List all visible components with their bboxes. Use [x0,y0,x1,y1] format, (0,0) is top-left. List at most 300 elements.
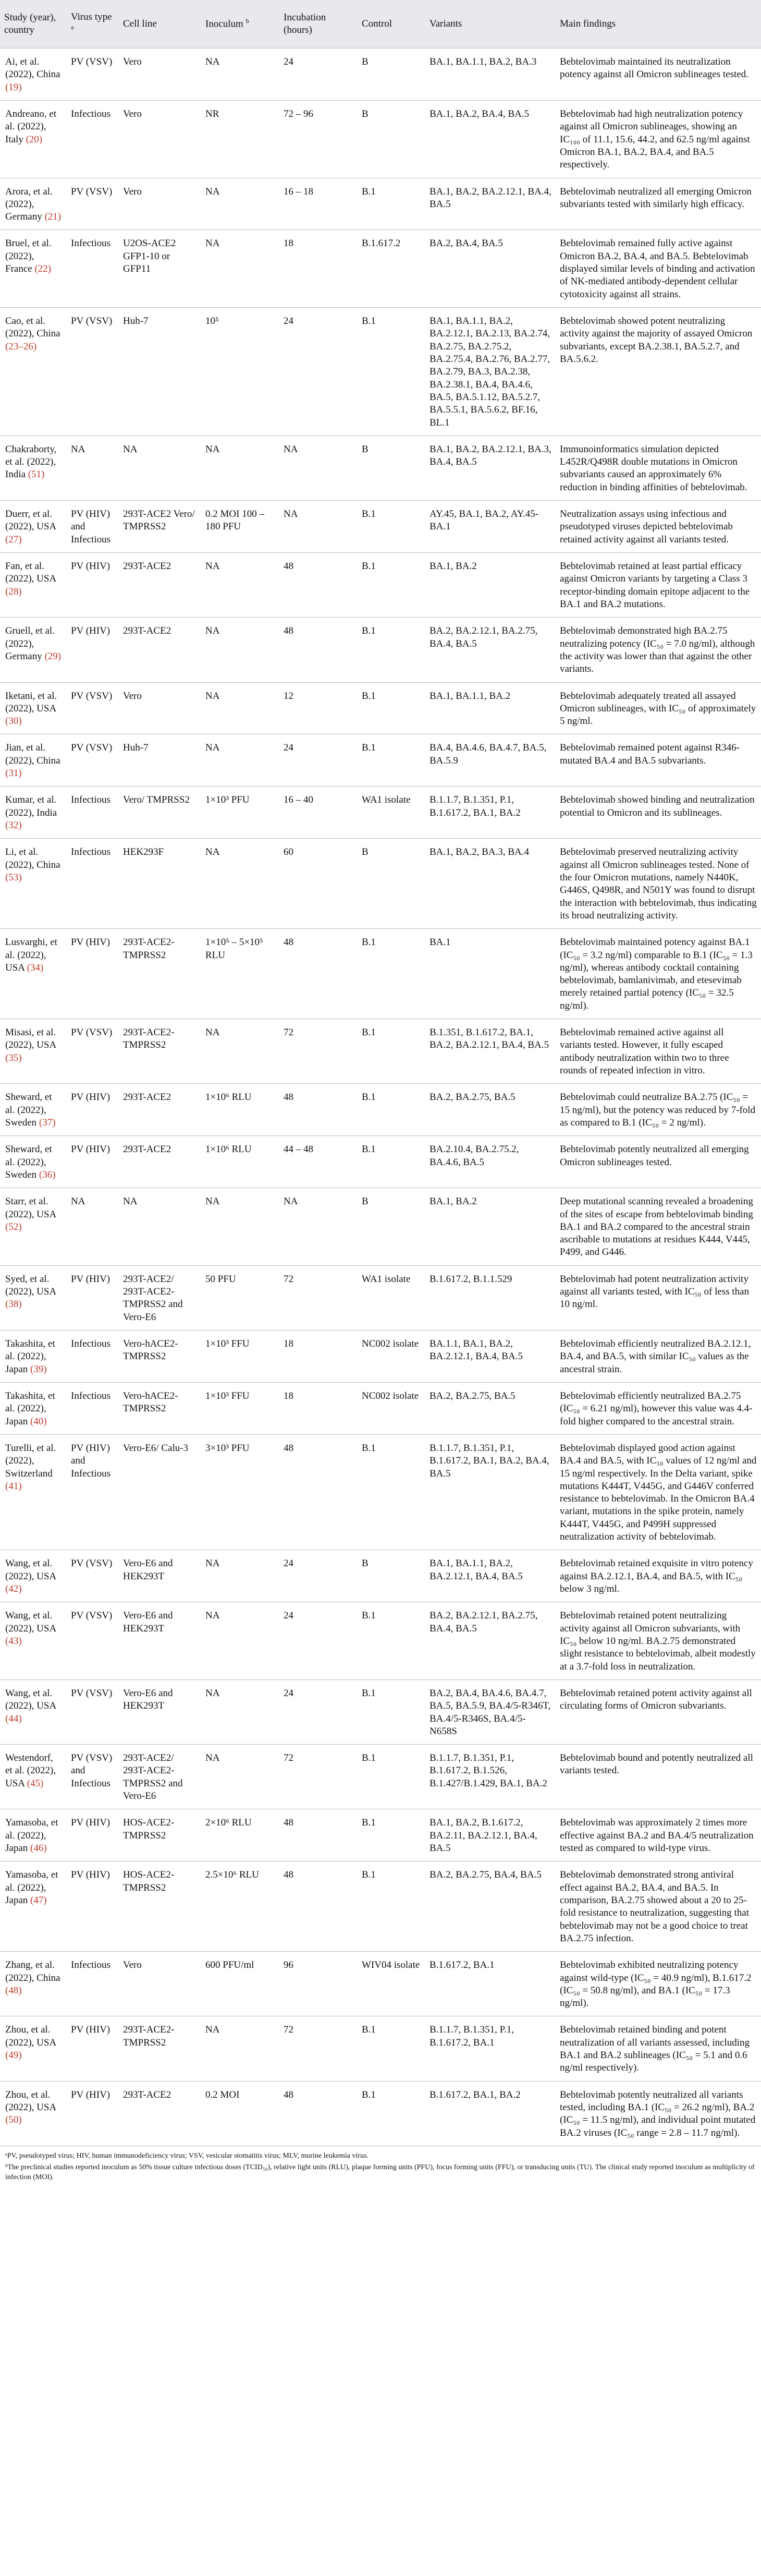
study-reference-link[interactable]: (35) [5,1052,22,1063]
study-reference-link[interactable]: (23–26) [5,341,37,352]
cell-findings: Bebtelovimab demonstrated strong antiviral effect against BA.2, BA.4, and BA.5. In comparison, BA.2.75 showed about a 20 to 25-fold resistance to neutralization, suggesting that bebtelovimab may not be a good choice to treat BA.2.75 infection. [556,1861,761,1952]
cell-virus-type: PV (VSV) [67,734,119,787]
cell-virus-type: PV (VSV) [67,682,119,734]
study-name: Yamasoba, et al. (2022), Japan [5,1869,58,1906]
cell-inoculum: 1×10⁶ RLU [201,1084,279,1136]
study-reference-link[interactable]: (48) [5,1985,22,1996]
study-reference-link[interactable]: (39) [30,1363,47,1375]
cell-incubation: 48 [279,618,358,682]
cell-incubation: 16 – 40 [279,787,358,839]
cell-cell-line: 293T-ACE2 [119,1136,201,1188]
cell-control: B [358,839,425,929]
cell-incubation: NA [279,436,358,500]
table-row [0,734,761,787]
cell-virus-type: PV (VSV) [67,1679,119,1744]
study-reference-link[interactable]: (31) [5,768,22,779]
cell-variants: BA.1, BA.1.1, BA.2, BA.3 [425,49,556,101]
cell-cell-line: Vero [119,682,201,734]
cell-variants: BA.2, BA.2.12.1, BA.2.75, BA.4, BA.5 [425,618,556,682]
cell-incubation: 48 [279,1861,358,1952]
cell-virus-type: Infectious [67,1331,119,1383]
cell-control: B.1 [358,734,425,787]
cell-virus-type: PV (VSV) [67,49,119,101]
cell-variants: AY.45, BA.1, BA.2, AY.45-BA.1 [425,501,556,553]
cell-virus-type: PV (HIV) [67,929,119,1019]
cell-study [0,1745,67,1809]
cell-inoculum: 1×10³ FFU [201,1331,279,1383]
cell-findings: Neutralization assays using infectious and pseudotyped viruses depicted bebtelovimab retained activity against all variants tested. [556,501,761,553]
cell-virus-type: NA [67,1188,119,1266]
cell-virus-type: PV (HIV) [67,1861,119,1952]
cell-virus-type: PV (HIV) [67,618,119,682]
cell-inoculum: 0.2 MOI 100 – 180 PFU [201,501,279,553]
cell-control: B.1 [358,1679,425,1744]
cell-inoculum: NA [201,178,279,230]
table-row [0,1188,761,1266]
cell-inoculum: 0.2 MOI [201,2081,279,2146]
study-name: Sheward, et al. (2022), Sweden [5,1092,52,1128]
cell-control: B.1 [358,1861,425,1952]
cell-variants: BA.2, BA.4, BA.5 [425,230,556,308]
cell-study [0,1265,67,1330]
cell-virus-type: PV (VSV) and Infectious [67,1745,119,1809]
study-reference-link[interactable]: (28) [5,586,22,597]
cell-incubation: 16 – 18 [279,178,358,230]
study-name: Bruel, et al. (2022), France [5,238,52,275]
study-name: Kumar, et al. (2022), India [5,794,57,818]
study-reference-link[interactable]: (41) [5,1480,22,1492]
cell-incubation: 48 [279,553,358,618]
cell-virus-type: PV (HIV) [67,1809,119,1861]
header-virus-type: Virus type $^a$ [67,0,119,49]
cell-inoculum: NA [201,1019,279,1084]
cell-cell-line: 293T-ACE2 [119,553,201,618]
cell-cell-line: 293T-ACE2-TMPRSS2 [119,929,201,1019]
cell-variants: B.1.351, B.1.617.2, BA.1, BA.2, BA.2.12.1, BA.4, BA.5 [425,1019,556,1084]
cell-inoculum: 2×10⁶ RLU [201,1809,279,1861]
study-reference-link[interactable]: (38) [5,1299,22,1310]
study-reference-link[interactable]: (43) [5,1635,22,1647]
study-name: Lusvarghi, et al. (2022), USA [5,937,57,973]
study-reference-link[interactable]: (37) [39,1117,56,1128]
table-row [0,1084,761,1136]
study-name: Misasi, et al. (2022), USA [5,1027,56,1051]
cell-study [0,1602,67,1680]
cell-variants: BA.1, BA.2, BA.2.12.1, BA.4, BA.5 [425,178,556,230]
cell-findings: Bebtelovimab preserved neutralizing activity against all Omicron sublineages tested. None of the four Omicron mutations, namely N440K, G446S, Q498R, and N501Y was found to disrupt the interaction with bebtelovimab, thus indicating its broad neutralizing activity. [556,839,761,929]
cell-control: B.1 [358,553,425,618]
cell-control: B.1 [358,1745,425,1809]
table-row [0,1382,761,1434]
cell-variants: BA.2.10.4, BA.2.75.2, BA.4.6, BA.5 [425,1136,556,1188]
cell-inoculum: NA [201,553,279,618]
cell-inoculum: 50 PFU [201,1265,279,1330]
cell-study [0,2016,67,2081]
cell-study [0,1084,67,1136]
cell-findings: Bebtelovimab had potent neutralization activity against all variants tested, with IC₅₀ of less than 10 ng/ml. [556,1265,761,1330]
cell-findings: Bebtelovimab could neutralize BA.2.75 (IC₅₀ = 15 ng/ml), but the potency was reduced by 7-fold as compared to B.1 (IC₅₀ = 2 ng/ml). [556,1084,761,1136]
cell-cell-line: Vero-E6 and HEK293T [119,1679,201,1744]
table-row [0,682,761,734]
cell-findings: Bebtelovimab bound and potently neutralized all variants tested. [556,1745,761,1809]
cell-control: B.1 [358,178,425,230]
footnote-marker-a: a [71,23,74,31]
cell-virus-type: PV (HIV) and Infectious [67,1434,119,1550]
cell-inoculum: NA [201,839,279,929]
table-row [0,839,761,929]
cell-study [0,230,67,308]
cell-variants: B.1.1.7, B.1.351, P.1, B.1.617.2, BA.1, BA.2 [425,787,556,839]
cell-control: B.1 [358,1136,425,1188]
cell-variants: B.1.617.2, BA.1, BA.2 [425,2081,556,2146]
cell-study [0,1136,67,1188]
cell-virus-type: Infectious [67,787,119,839]
cell-cell-line: Vero/ TMPRSS2 [119,787,201,839]
cell-virus-type: PV (HIV) [67,1136,119,1188]
study-name: Wang, et al. (2022), USA [5,1558,56,1582]
cell-variants: BA.1, BA.2, BA.3, BA.4 [425,839,556,929]
cell-incubation: 24 [279,1679,358,1744]
cell-incubation: 72 [279,2016,358,2081]
cell-cell-line: Huh-7 [119,308,201,436]
study-reference-link[interactable]: (45) [27,1777,44,1789]
cell-inoculum: NA [201,1550,279,1602]
cell-virus-type: Infectious [67,100,119,178]
cell-control: WIV04 isolate [358,1952,425,2016]
cell-findings: Bebtelovimab potently neutralized all variants tested, including BA.1 (IC₅₀ = 26.2 ng/ml), BA.2 (IC₅₀ = 11.5 ng/ml), and individual point mutated BA.2 viruses (IC₅₀ range = 2.8 – 11.7 ng/ml). [556,2081,761,2146]
cell-variants: BA.2, BA.2.75, BA.4, BA.5 [425,1861,556,1952]
study-reference-link[interactable]: (49) [5,2050,22,2061]
cell-findings: Bebtelovimab remained fully active against Omicron BA.2, BA.4, and BA.5. Bebtelovimab displayed similar levels of binding and activation of NK-mediated antibody-dependent cellular cytotoxicity against all strains. [556,230,761,308]
cell-control: B.1 [358,2081,425,2146]
study-reference-link[interactable]: (34) [27,962,44,973]
cell-virus-type: PV (HIV) [67,2081,119,2146]
study-name: Wang, et al. (2022), USA [5,1687,56,1712]
cell-control: B.1 [358,308,425,436]
cell-findings: Bebtelovimab remained active against all variants tested. However, it fully escaped antibody neutralization within two to three rounds of repeated infection in vitro. [556,1019,761,1084]
cell-incubation: 48 [279,1084,358,1136]
study-name: Zhou, et al. (2022), USA [5,2024,56,2048]
cell-findings: Bebtelovimab had high neutralization potency against all Omicron sublineages, showing an IC₁₀₀ of 11.1, 15.6, 44.2, and 62.5 ng/ml against Omicron BA.1, BA.2, BA.4, and BA.5 respectively. [556,100,761,178]
table-row [0,618,761,682]
cell-inoculum: 10⁵ [201,308,279,436]
cell-incubation: NA [279,1188,358,1266]
cell-findings: Bebtelovimab retained at least partial efficacy against Omicron variants by targeting a Class 3 receptor-binding domain epitope adjacent to the BA.1 and BA.2 mutations. [556,553,761,618]
study-reference-link[interactable]: (50) [5,2114,22,2126]
cell-inoculum: 1×10⁵ – 5×10⁵ RLU [201,929,279,1019]
study-name: Chakraborty, et al. (2022), India [5,443,57,480]
study-reference-link[interactable]: (30) [5,716,22,727]
cell-findings: Deep mutational scanning revealed a broadening of the sites of escape from bebtelovimab binding BA.1 and BA.2 compared to the ancestral strain ascribable to mutations at residues K444, V445, P499, and G446. [556,1188,761,1266]
cell-variants: BA.2, BA.2.75, BA.5 [425,1382,556,1434]
cell-cell-line: 293T-ACE2/ 293T-ACE2-TMPRSS2 and Vero-E6 [119,1265,201,1330]
table-row [0,1136,761,1188]
study-reference-link[interactable]: (20) [26,134,43,145]
cell-study [0,929,67,1019]
study-name: Duerr, et al. (2022), USA [5,509,56,533]
cell-inoculum: 1×10³ FFU [201,1382,279,1434]
cell-cell-line: Vero [119,100,201,178]
table-row [0,1331,761,1383]
table-row [0,929,761,1019]
cell-incubation: 72 [279,1019,358,1084]
cell-variants: B.1.1.7, B.1.351, P.1, B.1.617.2, B.1.526, B.1.427/B.1.429, BA.1, BA.2 [425,1745,556,1809]
cell-cell-line: HOS-ACE2-TMPRSS2 [119,1861,201,1952]
table-row [0,308,761,436]
cell-virus-type: Infectious [67,230,119,308]
cell-incubation: 60 [279,839,358,929]
study-reference-link[interactable]: (53) [5,872,22,883]
cell-cell-line: Vero-E6 and HEK293T [119,1550,201,1602]
cell-cell-line: HEK293F [119,839,201,929]
cell-control: B.1 [358,501,425,553]
cell-incubation: 72 – 96 [279,100,358,178]
cell-inoculum: 3×10³ PFU [201,1434,279,1550]
cell-virus-type: PV (VSV) [67,1019,119,1084]
cell-variants: BA.4, BA.4.6, BA.4.7, BA.5, BA.5.9 [425,734,556,787]
cell-findings: Bebtelovimab exhibited neutralizing potency against wild-type (IC₅₀ = 40.9 ng/ml), B.1.617.2 (IC₅₀ = 50.8 ng/ml), and BA.1 (IC₅₀ = 17.3 ng/ml). [556,1952,761,2016]
cell-virus-type: PV (VSV) [67,1602,119,1680]
cell-findings: Bebtelovimab remained potent against R346-mutated BA.4 and BA.5 subvariants. [556,734,761,787]
cell-virus-type: PV (VSV) [67,308,119,436]
cell-variants: BA.2, BA.4, BA.4.6, BA.4.7, BA.5, BA.5.9, BA.4/5-R346T, BA.4/5-R346S, BA.4/5-N658S [425,1679,556,1744]
cell-findings: Bebtelovimab maintained its neutralization potency against all Omicron sublineages tested. [556,49,761,101]
cell-inoculum: NA [201,618,279,682]
cell-incubation: 48 [279,1809,358,1861]
study-name: Jian, et al. (2022), China [5,742,60,766]
cell-study [0,1331,67,1383]
cell-study [0,1952,67,2016]
cell-variants: BA.1, BA.1.1, BA.2 [425,682,556,734]
cell-inoculum: 2.5×10⁶ RLU [201,1861,279,1952]
cell-control: B.1 [358,929,425,1019]
cell-variants: BA.2, BA.2.12.1, BA.2.75, BA.4, BA.5 [425,1602,556,1680]
study-name: Gruell, et al. (2022), Germany [5,625,55,662]
cell-cell-line: Vero [119,49,201,101]
cell-cell-line: 293T-ACE2/ 293T-ACE2-TMPRSS2 and Vero-E6 [119,1745,201,1809]
study-name: Ai, et al. (2022), China [5,56,60,80]
cell-inoculum: NA [201,734,279,787]
cell-study [0,1550,67,1602]
cell-study [0,618,67,682]
cell-findings: Bebtelovimab showed potent neutralizing activity against the majority of assayed Omicron subvariants, except BA.2.38.1, BA.5.2.7, and BA.5.6.2. [556,308,761,436]
cell-findings: Bebtelovimab efficiently neutralized BA.2.12.1, BA.4, and BA.5, with similar IC₅₀ values as the ancestral strain. [556,1331,761,1383]
cell-findings: Bebtelovimab retained exquisite in vitro potency against BA.2.12.1, BA.4, and BA.5, with IC₅₀ below 3 ng/ml. [556,1550,761,1602]
cell-virus-type: PV (VSV) [67,178,119,230]
footnote-b: ᵇThe preclinical studies reported inoculum as 50% tissue culture infectious doses (TCID₅₀), relative light units (RLU), plaque forming units (PFU), focus forming units (FFU), or transducing units (TU). The clinical study reported inoculum as multiplicity of infection (MOI). [5,2163,755,2181]
study-name: Starr, et al. (2022), USA [5,1196,56,1220]
cell-study [0,682,67,734]
table-row [0,230,761,308]
cell-cell-line: NA [119,436,201,500]
cell-study [0,100,67,178]
cell-findings: Bebtelovimab maintained potency against BA.1 (IC₅₀ = 3.2 ng/ml) comparable to B.1 (IC₅₀ = 1.3 ng/ml), whereas antibody cocktail containing bebtelovimab, bamlanivimab, and etesevimab merely retained partial potency (IC₅₀ = 32.5 ng/ml). [556,929,761,1019]
cell-study [0,436,67,500]
cell-inoculum: NA [201,436,279,500]
cell-incubation: NA [279,501,358,553]
cell-incubation: 48 [279,929,358,1019]
cell-virus-type: Infectious [67,1952,119,2016]
cell-control: B [358,49,425,101]
cell-control: B.1 [358,1084,425,1136]
study-name: Sheward, et al. (2022), Sweden [5,1144,52,1180]
study-reference-link[interactable]: (44) [5,1713,22,1724]
cell-study [0,1861,67,1952]
cell-incubation: 18 [279,1331,358,1383]
cell-virus-type: PV (HIV) [67,553,119,618]
cell-findings: Immunoinformatics simulation depicted L452R/Q498R double mutations in Omicron subvariants caused an approximately 6% reduction in binding affinities of bebtelovimab. [556,436,761,500]
table-row [0,1861,761,1952]
cell-virus-type: NA [67,436,119,500]
cell-study [0,1188,67,1266]
header-cell-line: Cell line [119,0,201,49]
header-row [0,0,761,49]
cell-inoculum: NA [201,230,279,308]
cell-findings: Bebtelovimab displayed good action against BA.4 and BA.5, with IC₅₀ values of 12 ng/ml and 15 ng/ml respectively. In the Delta variant, spike mutations K444T, V445G, and G446V conferred resistance to bebtelovimab. In the Omicron BA.4 variant, mutations in the spike protein, namely K444T, V445G, and P499H suppressed neutralization activity of bebtelovimab. [556,1434,761,1550]
table-row [0,2081,761,2146]
cell-incubation: 72 [279,1265,358,1330]
cell-study [0,787,67,839]
table-row [0,1019,761,1084]
cell-variants: BA.2, BA.2.75, BA.5 [425,1084,556,1136]
cell-study [0,308,67,436]
cell-cell-line: 293T-ACE2 [119,2081,201,2146]
study-reference-link[interactable]: (42) [5,1583,22,1594]
table-row [0,2016,761,2081]
study-name: Yamasoba, et al. (2022), Japan [5,1817,58,1854]
table-row [0,787,761,839]
cell-study [0,734,67,787]
header-findings: Main findings [556,0,761,49]
cell-study [0,1382,67,1434]
study-reference-link[interactable]: (40) [30,1416,47,1427]
cell-control: B.1 [358,1434,425,1550]
cell-cell-line: NA [119,1188,201,1266]
cell-inoculum: NA [201,49,279,101]
cell-findings: Bebtelovimab neutralized all emerging Omicron subvariants tested with similarly high efficacy. [556,178,761,230]
header-incubation: Incubation (hours) [279,0,358,49]
table-row [0,100,761,178]
cell-cell-line: Vero-hACE2-TMPRSS2 [119,1382,201,1434]
table-row [0,1602,761,1680]
cell-control: B.1 [358,2016,425,2081]
study-reference-link[interactable]: (46) [30,1843,47,1854]
study-name: Cao, et al. (2022), China [5,316,60,340]
study-name: Turelli, et al. (2022), Switzerland [5,1442,56,1479]
cell-inoculum: 1×10³ PFU [201,787,279,839]
cell-study [0,553,67,618]
cell-control: B [358,100,425,178]
table-footnotes [0,2146,761,2183]
cell-control: WA1 isolate [358,787,425,839]
study-name: Arora, et al. (2022), Germany [5,186,53,223]
study-reference-link[interactable]: (36) [39,1169,56,1180]
cell-control: B.1 [358,1019,425,1084]
cell-study [0,1434,67,1550]
table-header [0,0,761,49]
cell-control: B.1 [358,1809,425,1861]
table-row [0,1679,761,1744]
cell-inoculum: NA [201,1188,279,1266]
cell-incubation: 24 [279,1550,358,1602]
study-name: Takashita, et al. (2022), Japan [5,1338,55,1375]
cell-cell-line: 293T-ACE2 Vero/ TMPRSS2 [119,501,201,553]
cell-control: B.1 [358,682,425,734]
cell-variants: B.1.1.7, B.1.351, P.1, B.1.617.2, BA.1 [425,2016,556,2081]
study-reference-link[interactable]: (51) [28,469,45,480]
cell-incubation: 24 [279,308,358,436]
cell-control: WA1 isolate [358,1265,425,1330]
cell-incubation: 12 [279,682,358,734]
cell-cell-line: HOS-ACE2-TMPRSS2 [119,1809,201,1861]
footnote-marker-b: b [246,17,249,25]
study-name: Iketani, et al. (2022), USA [5,690,57,714]
table-row [0,1550,761,1602]
cell-variants: BA.1, BA.2, BA.4, BA.5 [425,100,556,178]
study-reference-link[interactable]: (29) [44,650,62,662]
cell-control: B [358,1550,425,1602]
study-reference-link[interactable]: (21) [44,211,62,223]
cell-inoculum: NA [201,1679,279,1744]
cell-study [0,1809,67,1861]
cell-variants: B.1.1.7, B.1.351, P.1, B.1.617.2, BA.1, BA.2, BA.4, BA.5 [425,1434,556,1550]
cell-findings: Bebtelovimab demonstrated high BA.2.75 neutralizing potency (IC₅₀ = 7.0 ng/ml), although the activity was lower than that against the other variants. [556,618,761,682]
cell-control: B [358,436,425,500]
study-reference-link[interactable]: (27) [5,534,22,545]
study-reference-link[interactable]: (32) [5,820,22,831]
cell-incubation: 48 [279,1434,358,1550]
table-body [0,49,761,2146]
cell-variants: BA.1, BA.2, BA.2.12.1, BA.3, BA.4, BA.5 [425,436,556,500]
cell-variants: BA.1, BA.2 [425,553,556,618]
cell-variants: BA.1 [425,929,556,1019]
cell-virus-type: PV (HIV) [67,2016,119,2081]
cell-incubation: 24 [279,49,358,101]
cell-study [0,1679,67,1744]
cell-incubation: 44 – 48 [279,1136,358,1188]
cell-cell-line: Vero-E6/ Calu-3 [119,1434,201,1550]
cell-findings: Bebtelovimab retained binding and potent neutralization of all variants assessed, including BA.1 and BA.2 sublineages (IC₅₀ = 5.1 and 0.6 ng/ml respectively). [556,2016,761,2081]
table-row [0,1265,761,1330]
cell-virus-type: PV (VSV) [67,1550,119,1602]
cell-cell-line: Vero-E6 and HEK293T [119,1602,201,1680]
study-reference-link[interactable]: (47) [30,1894,47,1906]
study-name: Zhang, et al. (2022), China [5,1960,60,1984]
cell-cell-line: Vero-hACE2-TMPRSS2 [119,1331,201,1383]
cell-study [0,839,67,929]
table-row [0,553,761,618]
study-name: Zhou, et al. (2022), USA [5,2089,56,2113]
cell-cell-line: Huh-7 [119,734,201,787]
cell-findings: Bebtelovimab adequately treated all assayed Omicron sublineages, with IC₅₀ of approximately 5 ng/ml. [556,682,761,734]
study-name: Fan, et al. (2022), USA [5,561,56,585]
cell-inoculum: 1×10⁶ RLU [201,1136,279,1188]
study-name: Wang, et al. (2022), USA [5,1610,56,1634]
cell-control: B.1 [358,618,425,682]
header-study: Study (year), country [0,0,67,49]
cell-variants: BA.1, BA.1.1, BA.2, BA.2.12.1, BA.4, BA.5 [425,1550,556,1602]
cell-inoculum: 600 PFU/ml [201,1952,279,2016]
cell-incubation: 96 [279,1952,358,2016]
study-reference-link[interactable]: (19) [5,81,22,93]
cell-findings: Bebtelovimab retained potent neutralizing activity against all Omicron subvariants, with IC₅₀ below 10 ng/ml. BA.2.75 demonstrated slight resistance to bebtelovimab, albeit modestly at a 3.7-fold loss in neutralization. [556,1602,761,1680]
cell-study [0,178,67,230]
cell-variants: BA.1, BA.1.1, BA.2, BA.2.12.1, BA.2.13, BA.2.74, BA.2.75, BA.2.75.2, BA.2.75.4, BA.2.76, BA.2.77, BA.2.79, BA.3, BA.2.38, BA.2.38.1, BA.4, BA.4.6, BA.5, BA.5.1.12, BA.5.2.7, BA.5.5.1, BA.5.6.2, BF.16, BL.1 [425,308,556,436]
cell-incubation: 18 [279,230,358,308]
cell-virus-type: PV (HIV) [67,1084,119,1136]
study-reference-link[interactable]: (52) [5,1221,22,1232]
study-reference-link[interactable]: (22) [34,263,52,275]
